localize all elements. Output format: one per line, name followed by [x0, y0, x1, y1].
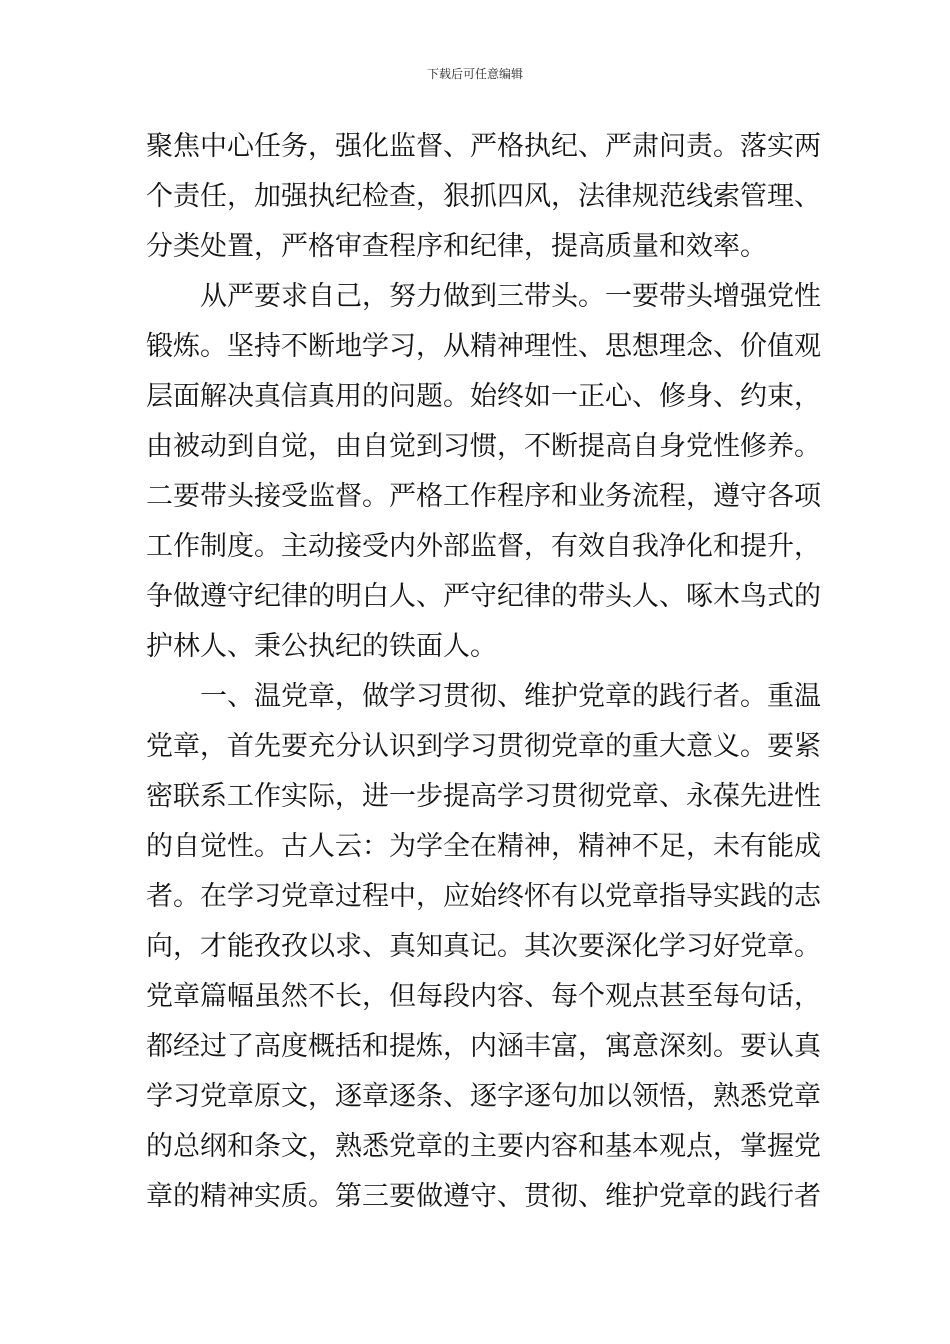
document-body	[146, 122, 821, 1222]
text-line: 从严要求自己，努力做到三带头。一要带头增强党性	[200, 281, 821, 312]
text-line: 向，才能孜孜以求、真知真记。其次要深化学习好党章。	[146, 931, 821, 962]
text-line: 工作制度。主动接受内外部监督，有效自我净化和提升，	[146, 531, 821, 562]
text-line: 分类处置，严格审查程序和纪律，提高质量和效率。	[146, 231, 767, 262]
text-line: 聚焦中心任务，强化监督、严格执纪、严肃问责。落实两	[146, 131, 821, 162]
text-line: 争做遵守纪律的明白人、严守纪律的带头人、啄木鸟式的	[146, 581, 821, 612]
text-line: 章的精神实质。第三要做遵守、贯彻、维护党章的践行者	[146, 1181, 821, 1212]
text-line: 密联系工作实际，进一步提高学习贯彻党章、永葆先进性	[146, 781, 821, 812]
text-line: 党章，首先要充分认识到学习贯彻党章的重大意义。要紧	[146, 731, 821, 762]
text-line: 由被动到自觉，由自觉到习惯，不断提高自身党性修养。	[146, 431, 821, 462]
text-line: 党章篇幅虽然不长，但每段内容、每个观点甚至每句话，	[146, 981, 821, 1012]
text-line: 的总纲和条文，熟悉党章的主要内容和基本观点，掌握党	[146, 1131, 821, 1162]
text-line: 二要带头接受监督。严格工作程序和业务流程，遵守各项	[146, 481, 821, 512]
text-line: 层面解决真信真用的问题。始终如一正心、修身、约束，	[146, 381, 821, 412]
paragraph	[146, 672, 821, 1222]
text-line: 者。在学习党章过程中，应始终怀有以党章指导实践的志	[146, 881, 821, 912]
text-line: 一、温党章，做学习贯彻、维护党章的践行者。重温	[200, 681, 821, 712]
page-header: 下载后可任意编辑	[426, 67, 523, 81]
text-line: 锻炼。坚持不断地学习，从精神理性、思想理念、价值观	[146, 331, 821, 362]
text-line: 个责任，加强执纪检查，狠抓四风，法律规范线索管理、	[146, 181, 821, 212]
text-line: 护林人、秉公执纪的铁面人。	[146, 631, 497, 662]
text-line: 都经过了高度概括和提炼，内涵丰富，寓意深刻。要认真	[146, 1031, 821, 1062]
text-line: 学习党章原文，逐章逐条、逐字逐句加以领悟，熟悉党章	[146, 1081, 821, 1112]
text-line: 的自觉性。古人云：为学全在精神，精神不足，未有能成	[146, 831, 821, 862]
paragraph	[146, 122, 821, 272]
paragraph	[146, 272, 821, 672]
